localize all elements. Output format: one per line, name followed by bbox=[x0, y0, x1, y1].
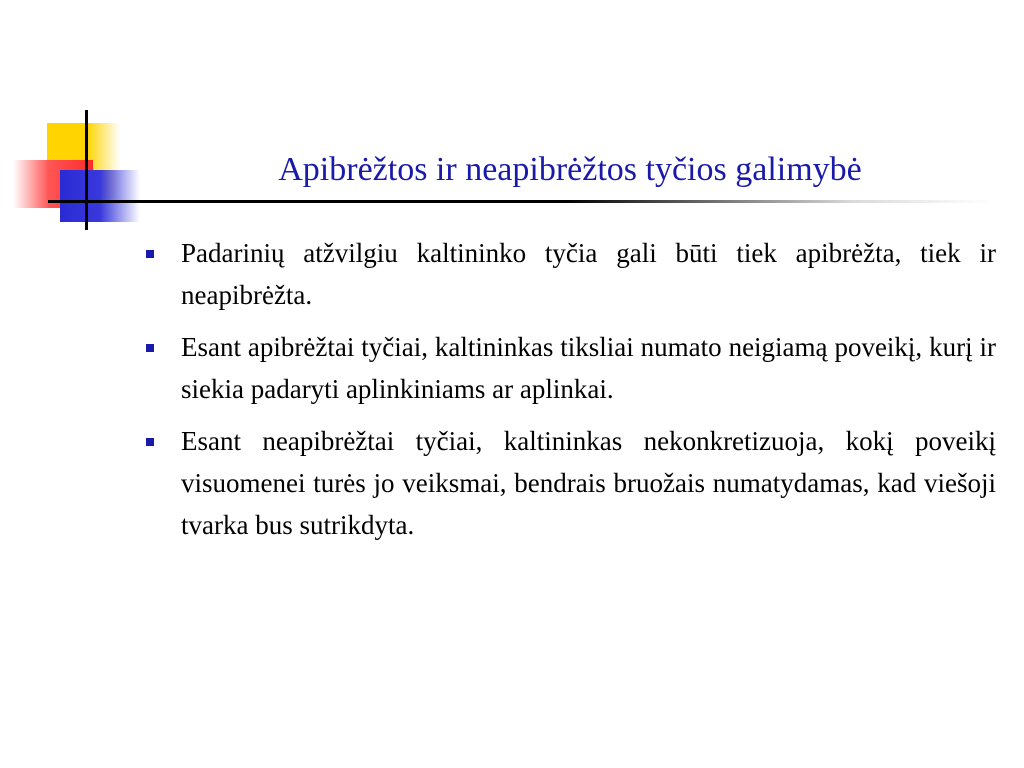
square-bullet-icon bbox=[146, 344, 154, 352]
blue-square-decoration bbox=[60, 170, 140, 222]
vertical-divider-line bbox=[85, 110, 88, 230]
bullet-text: Padarinių atžvilgiu kaltininko tyčia gali būti tiek apibrėžta, tiek ir neapibrėžta. bbox=[181, 238, 996, 310]
bullet-text: Esant neapibrėžtai tyčiai, kaltininkas nekonkretizuoja, kokį poveikį visuomenei turės jo veiksmai, bendrais bruožais numatydamas, kad viešoji tvarka bus sutrikdyta. bbox=[181, 426, 996, 540]
title-underline bbox=[48, 200, 993, 203]
list-item bbox=[140, 326, 996, 410]
bullet-text: Esant apibrėžtai tyčiai, kaltininkas tiksliai numato neigiamą poveikį, kurį ir siekia padaryti aplinkiniams ar aplinkai. bbox=[181, 332, 996, 404]
list-item bbox=[140, 420, 996, 546]
square-bullet-icon bbox=[146, 250, 154, 258]
title-decoration bbox=[0, 0, 1024, 240]
bullet-list bbox=[140, 232, 996, 556]
list-item bbox=[140, 232, 996, 316]
slide-title: Apibrėžtos ir neapibrėžtos tyčios galimybė bbox=[278, 151, 862, 188]
square-bullet-icon bbox=[146, 438, 154, 446]
